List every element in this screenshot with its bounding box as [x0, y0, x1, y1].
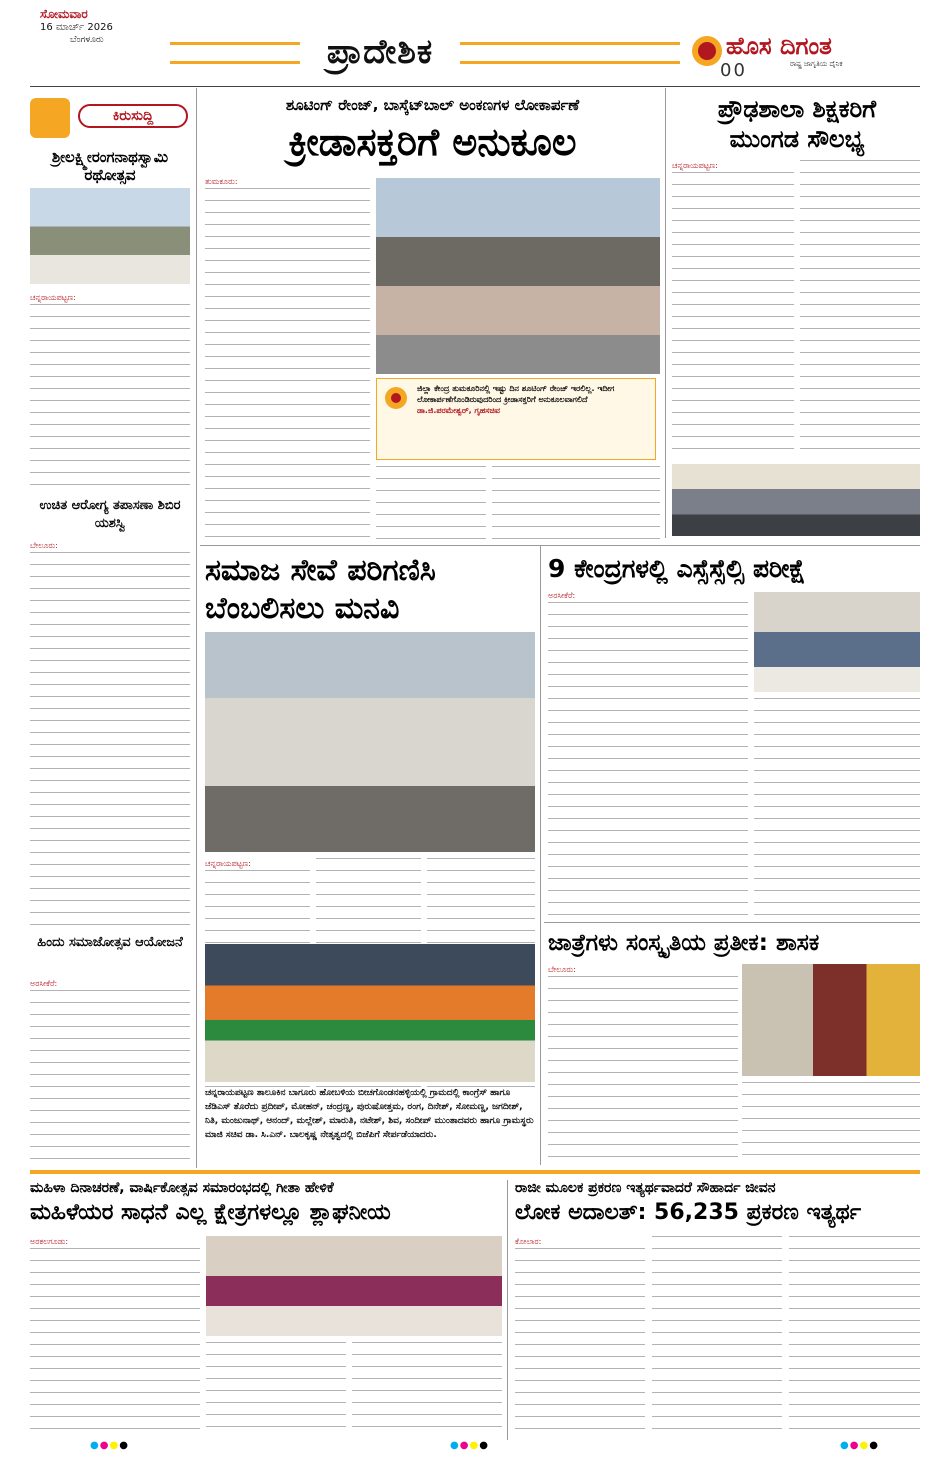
story-dateline: ಅರಸೀಕೆರೆ:: [548, 591, 576, 600]
sidebar-story-3: [30, 978, 190, 1163]
story-body-col: [352, 1342, 502, 1436]
text-placeholder: [30, 552, 190, 927]
story-body-col: [548, 590, 748, 920]
sidebar-dateline: ಚನ್ನರಾಯಪಟ್ಟಣ:: [30, 293, 76, 302]
sidebar-item-title: ಉಚಿತ ಆರೋಗ್ಯ ತಪಾಸಣಾ ಶಿಬಿರ ಯಶಸ್ವಿ: [39, 498, 181, 531]
column-divider-bottom: [507, 1180, 508, 1440]
text-placeholder: [754, 698, 920, 920]
text-placeholder: [352, 1342, 502, 1436]
sidebar-dateline: ಬೇಲೂರು:: [30, 541, 58, 550]
story-kicker: ಶೂಟಿಂಗ್ ರೇಂಜ್, ಬಾಸ್ಕೆಟ್‌ಬಾಲ್ ಅಂಕಣಗಳ ಲೋಕಾರ್ಪಣೆ: [285, 96, 580, 114]
women-photo: [206, 1236, 502, 1336]
photo-caption: ಚನ್ನರಾಯಪಟ್ಟಣ ತಾಲೂಕಿನ ಬಾಗೂರು ಹೋಬಳಿಯ ಬೀಚಗೊಂಡನಹಳ್ಳಿಯಲ್ಲಿ ಗ್ರಾಮದಲ್ಲಿ ಕಾಂಗ್ರೆಸ್ ಹಾಗೂ ಜೆಡಿಎಸ್ ತೊರೆದು ಪ್ರದೀಪ್, ಮೋಹನ್, ಚಂದ್ರಣ್ಣ, ಪುರುಷೋತ್ತಮ, ರಂಗ, ದಿನೇಶ್, ಸೋಮಣ್ಣ, ಜಗದೀಶ್, ನಿತಿ, ಮಂಜುನಾಥ್, ಆನಂದ್, ಮಲ್ಲೇಶ್, ಮಾರುತಿ, ನಟೇಶ್, ಶಿವ, ಸಂದೀಪ್ ಮುಂತಾದವರು ಹಾಗೂ ಗ್ರಾಮಸ್ಥರು ಮಾಜಿ ಸಚಿವ ಡಾ. ಸಿ.ಎನ್. ಬಾಲಕೃಷ್ಣ ನೇತೃತ್ವದಲ್ಲಿ ಬಿಜೆಪಿಗೆ ಸೇರ್ಪಡೆಯಾದರು.: [205, 1088, 534, 1140]
story-body-col: [515, 1236, 645, 1436]
text-placeholder: [515, 1248, 645, 1436]
text-placeholder: [205, 188, 370, 538]
story-body-col: [652, 1236, 782, 1436]
story-headline: ಜಾತ್ರೆಗಳು ಸಂಸ್ಕೃತಿಯ ಪ್ರತೀಕ: ಶಾಸಕ: [548, 930, 820, 956]
text-placeholder: [548, 602, 748, 920]
masthead-date-block: [40, 8, 160, 47]
registration-marks: ●●●●: [450, 1440, 489, 1451]
story-body-col: [492, 466, 660, 540]
text-placeholder: [789, 1236, 920, 1436]
headline-line: ಸಮಾಜ ಸೇವೆ ಪರಿಗಣಿಸಿ: [205, 553, 436, 588]
registration-marks: ●●●●: [90, 1440, 129, 1451]
logo-text: ಹೊಸ ದಿಗಂತ: [726, 32, 832, 60]
sslc-photo: [754, 592, 920, 692]
row-divider-1: [200, 545, 920, 546]
headline-line: ಬೆಂಬಲಿಸಲು ಮನವಿ: [205, 591, 400, 626]
story-body-col: [548, 964, 738, 1164]
story-dateline: ಚನ್ನರಾಯಪಟ್ಟಣ:: [672, 161, 718, 170]
text-placeholder: [30, 990, 190, 1160]
headline-line: ಪ್ರೌಢಶಾಲಾ ಶಿಕ್ಷಕರಿಗೆ: [717, 95, 877, 123]
text-placeholder: [30, 1248, 200, 1436]
story-headline: ಲೋಕ ಅದಾಲತ್: 56,235 ಪ್ರಕರಣ ಇತ್ಯರ್ಥ: [515, 1200, 862, 1225]
story-body-col: [672, 160, 794, 460]
quote-box: [376, 378, 656, 460]
bjp-joining-photo: [205, 944, 535, 1082]
story-body-col: [800, 160, 920, 460]
logo-icon: [690, 34, 724, 68]
text-placeholder: [30, 304, 190, 492]
story-dateline: ತುಮಕೂರು:: [205, 177, 238, 186]
text-placeholder: [652, 1236, 782, 1436]
story-body-col: [789, 1236, 920, 1436]
story-headline: 9 ಕೇಂದ್ರಗಳಲ್ಲಿ ಎಸ್ಸೆಸ್ಸೆಲ್ಸಿ ಪರೀಕ್ಷೆ: [548, 554, 806, 583]
masthead-day: ಸೋಮವಾರ: [40, 7, 88, 21]
story-dateline: ಕೋಲಾರ:: [515, 1237, 542, 1246]
text-placeholder: [492, 466, 660, 540]
sidebar-item-title: ಶ್ರೀಲಕ್ಷ್ಮೀರಂಗನಾಥಸ್ವಾಮಿ ರಥೋತ್ಸವ: [51, 148, 169, 184]
story-kicker: ರಾಜೀ ಮೂಲಕ ಪ್ರಕರಣ ಇತ್ಯರ್ಥವಾದರೆ ಸೌಹಾರ್ದ ಜೀವನ: [515, 1180, 776, 1196]
story-body-col: [206, 1342, 346, 1436]
story-body-col: [742, 1082, 920, 1164]
column-divider-mid: [540, 545, 541, 1165]
story-body-col: [205, 176, 370, 538]
story-headline: [672, 94, 922, 154]
hand-icon: [30, 98, 70, 138]
quote-text: ಜಿಲ್ಲಾ ಕೇಂದ್ರ ತುಮಕೂರಿನಲ್ಲಿ ಇಷ್ಟು ದಿನ ಶೂಟಿಂಗ್ ರೇಂಜ್ ಇರಲಿಲ್ಲ. ಇದೀಗ ಲೋಕಾರ್ಪಣೆಗೊಂಡಿರುವುದರಿಂದ ಕ್ರೀಡಾಸಕ್ತರಿಗೆ ಅನುಕೂಲವಾಗಲಿದೆ: [417, 384, 615, 404]
sidebar-item-title: ಹಿಂದು ಸಮಾಜೋತ್ಸವ ಆಯೋಜನೆ: [37, 935, 183, 950]
story-body-col: [30, 1236, 200, 1436]
story-dateline: ಅರಕಲಗೂಡು:: [30, 1237, 69, 1246]
story-dateline: ಚನ್ನರಾಯಪಟ್ಟಣ:: [205, 859, 251, 868]
text-placeholder: [742, 1082, 920, 1164]
registration-marks: ●●●●: [840, 1440, 879, 1451]
masthead-city: ಬೆಂಗಳೂರು: [70, 35, 104, 45]
masthead-date: 16 ಮಾರ್ಚ್ 2026: [40, 22, 113, 33]
row-divider-2: [544, 922, 920, 923]
teachers-photo: [672, 464, 920, 536]
sidebar-story-2: [30, 540, 190, 930]
text-placeholder: [672, 172, 794, 460]
headline-line: ಮುಂಗಡ ಸೌಲಭ್ಯ: [729, 125, 865, 153]
jatre-photo: [742, 964, 920, 1076]
story-kicker: ಮಹಿಳಾ ದಿನಾಚರಣೆ, ವಾರ್ಷಿಕೋತ್ಸವ ಸಮಾರಂಭದಲ್ಲಿ ಗೀತಾ ಹೇಳಿಕೆ: [30, 1180, 334, 1196]
header-divider: [30, 86, 920, 87]
sidebar-divider: [196, 88, 197, 1168]
section-title: ಪ್ರಾದೇಶಿಕ: [300, 32, 460, 72]
story-dateline: ಬೇಲೂರು:: [548, 965, 576, 974]
sidebar-photo: [30, 188, 190, 284]
text-placeholder: [206, 1342, 346, 1436]
page-number: 00: [720, 60, 747, 81]
story-body-col: [376, 466, 486, 540]
sidebar-dateline: ಅರಸೀಕೆರೆ:: [30, 979, 58, 988]
logo-tagline: ರಾಷ್ಟ್ರ ಜಾಗೃತಿಯ ದೈನಿಕ: [790, 60, 843, 68]
story-headline: ಕ್ರೀಡಾಸಕ್ತರಿಗೆ ಅನುಕೂಲ: [288, 120, 577, 164]
quote-icon: [383, 385, 409, 411]
sidebar-badge: ಕಿರುಸುದ್ದಿ: [78, 104, 188, 128]
story-headline: ಮಹಿಳೆಯರ ಸಾಧನೆ ಎಲ್ಲ ಕ್ಷೇತ್ರಗಳಲ್ಲೂ ಶ್ಲಾಘನೀಯ: [30, 1200, 391, 1225]
text-placeholder: [800, 160, 920, 460]
text-placeholder: [376, 466, 486, 540]
sidebar-story-1: [30, 292, 190, 492]
text-placeholder: [548, 976, 738, 1164]
story-headline: [205, 552, 535, 628]
quote-author: ಡಾ.ಜಿ.ಪರಮೇಶ್ವರ್, ಗೃಹಸಚಿವ: [417, 406, 500, 415]
sports-photo: [376, 178, 660, 374]
row-divider-bottom: [30, 1170, 920, 1174]
social-photo: [205, 632, 535, 852]
column-divider-top: [665, 88, 666, 538]
story-body-col: [754, 698, 920, 920]
